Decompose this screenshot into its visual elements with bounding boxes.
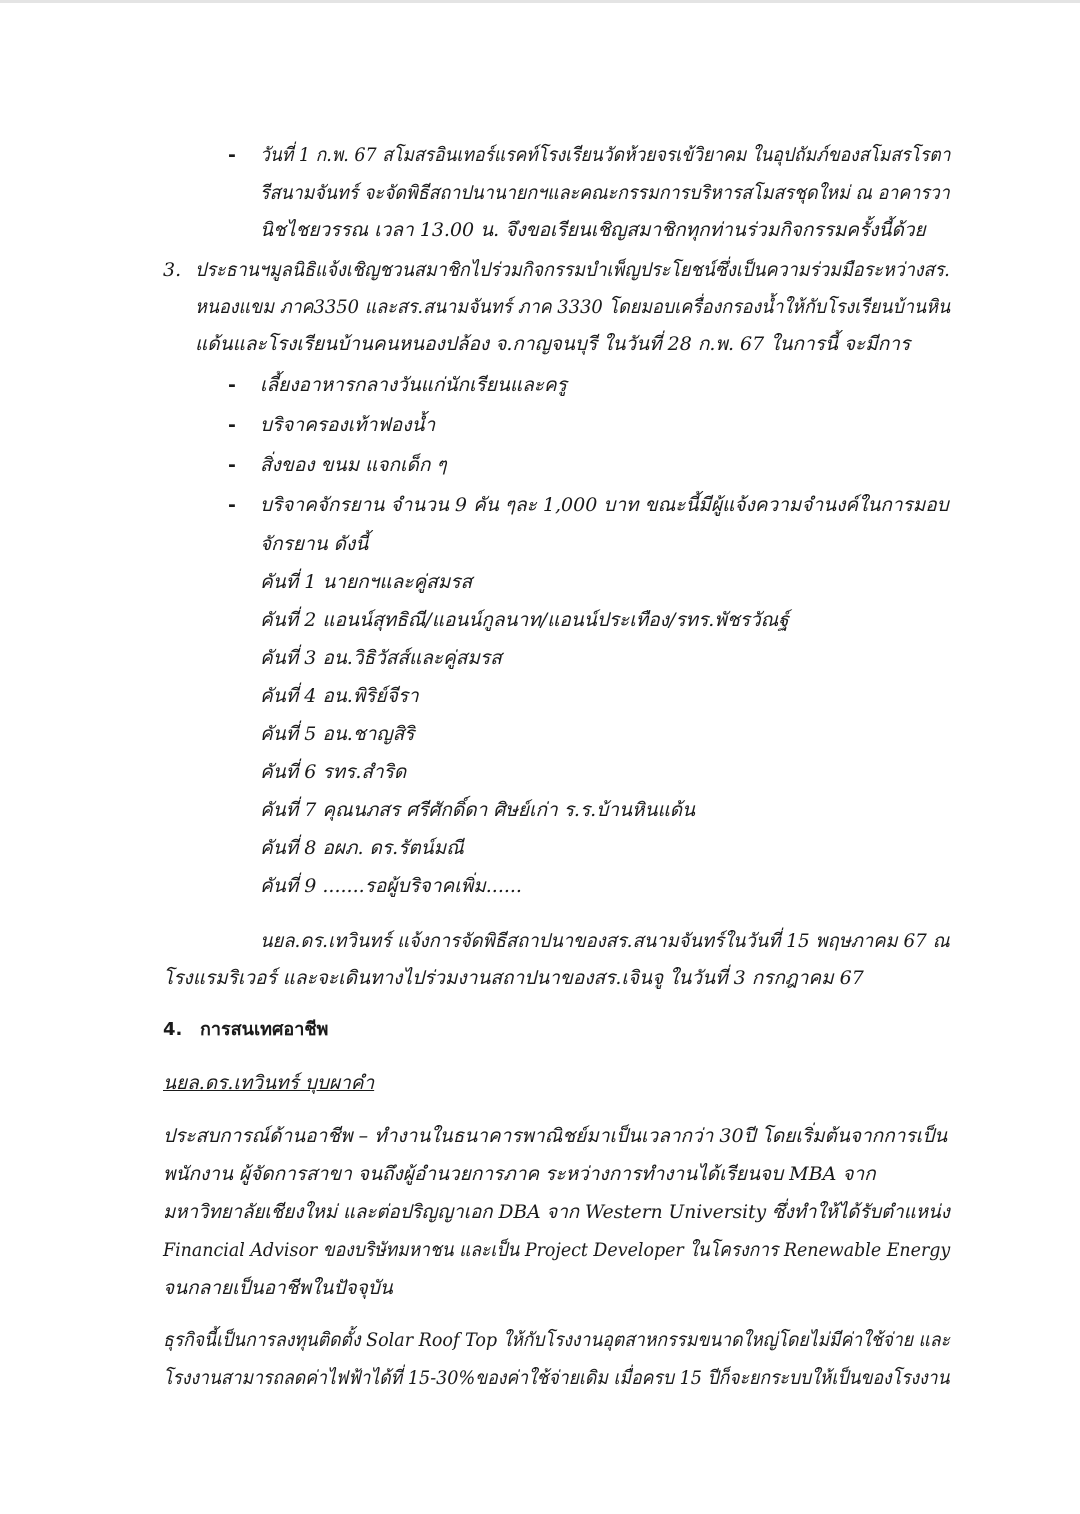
- bicycle-donor: คันที่ 8 อผภ. ดร.รัตน์มณี: [260, 837, 464, 859]
- bullet-marker: -: [228, 454, 236, 476]
- paragraph-line: นยล.ดร.เทวินทร์ แจ้งการจัดพิธีสถาปนาของสร.สนามจันทร์ในวันที่ 15 พฤษภาคม 67 ณ: [260, 930, 950, 952]
- paragraph-line: นิชไชยวรรณ เวลา 13.00 น. จึงขอเรียนเชิญสมาชิกทุกท่านร่วมกิจกรรมครั้งนี้ด้วย: [260, 219, 926, 241]
- paragraph-line: จนกลายเป็นอาชีพในปัจจุบัน: [163, 1277, 393, 1299]
- paragraph-line: วันที่ 1 ก.พ. 67 สโมสรอินเทอร์แรคท์โรงเรียนวัดห้วยจรเข้วิยาคม ในอุปถัมภ์ของสโมสรโรตา: [260, 144, 951, 166]
- section-title: การสนเทศอาชีพ: [200, 1019, 329, 1040]
- bullet-marker: -: [228, 374, 236, 396]
- paragraph-line: ประธานฯมูลนิธิแจ้งเชิญชวนสมาชิกไปร่วมกิจกรรมบำเพ็ญประโยชน์ซึ่งเป็นความร่วมมือระหว่างสร.: [195, 259, 950, 281]
- paragraph-line: ประสบการณ์ด้านอาชีพ – ทำงานในธนาคารพาณิชย์มาเป็นเวลากว่า 30ปี โดยเริ่มต้นจากการเป็น: [163, 1125, 948, 1147]
- list-item: จักรยาน ดังนี้: [260, 533, 369, 555]
- list-item: บริจาครองเท้าฟองน้ำ: [260, 414, 436, 436]
- bullet-marker: -: [228, 494, 236, 516]
- list-item: เลี้ยงอาหารกลางวันแก่นักเรียนและครู: [260, 374, 567, 396]
- speaker-name: นยล.ดร.เทวินทร์ บุบผาคำ: [163, 1072, 375, 1094]
- item-number: 3.: [163, 259, 182, 281]
- list-item: สิ่งของ ขนม แจกเด็ก ๆ: [260, 454, 447, 476]
- bicycle-donor: คันที่ 3 อน.วิธิวัสส์และคู่สมรส: [260, 647, 502, 669]
- paragraph-line: ธุรกิจนี้เป็นการลงทุนติดตั้ง Solar Roof Top ให้กับโรงงานอุตสาหกรรมขนาดใหญ่โดยไม่มีค่าใช้จ่าย และ: [163, 1329, 951, 1351]
- section-number: 4.: [163, 1019, 183, 1040]
- bicycle-donor: คันที่ 5 อน.ชาญสิริ: [260, 723, 415, 745]
- paragraph-line: มหาวิทยาลัยเชียงใหม่ และต่อปริญญาเอก DBA จาก Western University ซึ่งทำให้ได้รับตำแหน่ง: [163, 1201, 950, 1223]
- paragraph-line: หนองแขม ภาค3350 และสร.สนามจันทร์ ภาค 3330 โดยมอบเครื่องกรองน้ำให้กับโรงเรียนบ้านหิน: [195, 296, 951, 318]
- bicycle-donor: คันที่ 6 รทร.สำริด: [260, 761, 407, 783]
- paragraph-line: Financial Advisor ของบริษัทมหาชน และเป็น Project Developer ในโครงการ Renewable Energy: [163, 1239, 951, 1261]
- bullet-marker: -: [228, 414, 236, 436]
- list-item: บริจาคจักรยาน จำนวน 9 คัน ๆละ 1,000 บาท ขณะนี้มีผู้แจ้งความจำนงค์ในการมอบ: [260, 494, 949, 516]
- paragraph-line: รีสนามจันทร์ จะจัดพิธีสถาปนานายกฯและคณะกรรมการบริหารสโมสรชุดใหม่ ณ อาคารวา: [260, 182, 950, 204]
- bicycle-donor: คันที่ 2 แอนน์สุทธิณี/แอนน์กูลนาท/แอนน์ประเทือง/รทร.พัชรวัณฐ์: [260, 609, 789, 631]
- bicycle-donor: คันที่ 9 .......รอผู้บริจาคเพิ่ม......: [260, 875, 522, 897]
- paragraph-line: โรงงานสามารถลดค่าไฟฟ้าได้ที่ 15-30%ของค่าใช้จ่ายเดิม เมื่อครบ 15 ปีก็จะยกระบบให้เป็นของโรงงาน: [163, 1367, 950, 1389]
- bicycle-donor: คันที่ 7 คุณนภสร ศรีศักดิ์ดา ศิษย์เก่า ร.ร.บ้านหินแด้น: [260, 799, 696, 821]
- paragraph-line: แด้นและโรงเรียนบ้านคนหนองปล้อง จ.กาญจนบุรี ในวันที่ 28 ก.พ. 67 ในการนี้ จะมีการ: [195, 333, 911, 355]
- bicycle-donor: คันที่ 1 นายกฯและคู่สมรส: [260, 571, 473, 593]
- paragraph-line: โรงแรมริเวอร์ และจะเดินทางไปร่วมงานสถาปนาของสร.เจินจู ในวันที่ 3 กรกฎาคม 67: [163, 967, 864, 989]
- bicycle-donor: คันที่ 4 อน.พิริย์จีรา: [260, 685, 419, 707]
- paragraph-line: พนักงาน ผู้จัดการสาขา จนถึงผู้อำนวยการภาค ระหว่างการทำงานได้เรียนจบ MBA จาก: [163, 1163, 876, 1185]
- bullet-marker: -: [228, 144, 236, 166]
